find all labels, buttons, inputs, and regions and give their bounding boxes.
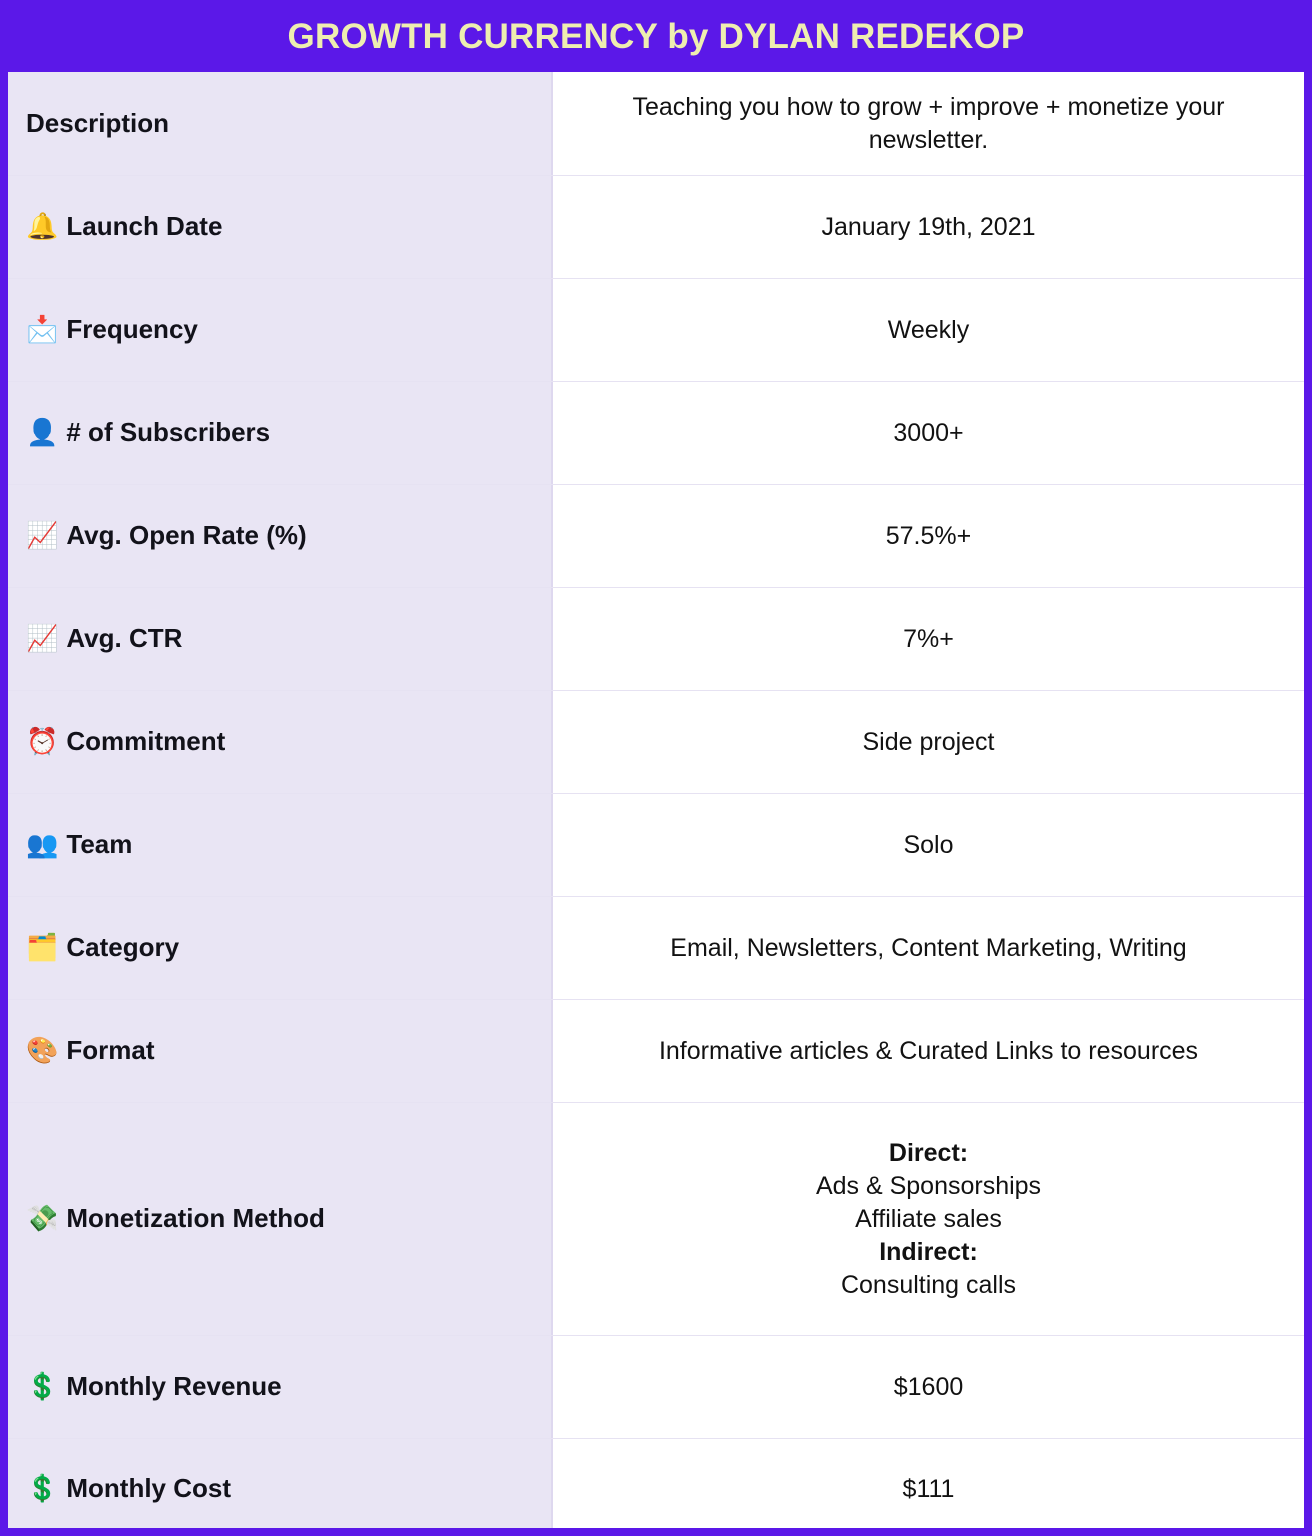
bust-in-silhouette-icon: 👤: [26, 418, 59, 448]
heavy-dollar-sign-icon: 💲: [26, 1372, 59, 1402]
table-row-value-cell: [553, 1336, 1304, 1438]
table-row-value-cell: [553, 1103, 1304, 1335]
chart-increasing-icon: 📈: [26, 521, 59, 551]
table-row-value-cell: [553, 1439, 1304, 1536]
table-row-label-cell: [8, 1336, 553, 1438]
table-row: [8, 588, 1304, 691]
table-row-label-cell: [8, 485, 553, 587]
table-row-value-line: Solo: [903, 830, 954, 859]
page-title: GROWTH CURRENCY by DYLAN REDEKOP: [287, 16, 1025, 56]
card-index-dividers-icon: 🗂️: [26, 933, 59, 963]
table-row-value-cell: [553, 176, 1304, 278]
table-row-value-line: Email, Newsletters, Content Marketing, Writing: [670, 933, 1187, 962]
table-row-value-line: Indirect:: [879, 1237, 978, 1266]
table-row: [8, 1000, 1304, 1103]
busts-in-silhouette-icon: 👥: [26, 830, 59, 860]
table-row-label-cell: [8, 382, 553, 484]
table-row-label: Frequency: [66, 314, 198, 345]
table-row-value-line: $1600: [893, 1372, 964, 1401]
table-row-value-cell: [553, 279, 1304, 381]
table-row-label-cell: [8, 279, 553, 381]
table-row: [8, 897, 1304, 1000]
table-row-value-cell: [553, 691, 1304, 793]
table-row-label-cell: [8, 72, 553, 175]
table-row: [8, 485, 1304, 588]
details-table: [8, 72, 1304, 1536]
table-row-label-cell: [8, 176, 553, 278]
table-row-value-line: 7%+: [903, 624, 954, 653]
table-row-value-line: Affiliate sales: [855, 1204, 1002, 1233]
table-row-value-line: Direct:: [888, 1138, 969, 1167]
table-row-value-line: Consulting calls: [840, 1270, 1017, 1299]
table-row-value-cell: [553, 1000, 1304, 1102]
table-row-value-cell: [553, 588, 1304, 690]
table-row: [8, 382, 1304, 485]
card-header: [0, 0, 1312, 72]
table-row: [8, 1103, 1304, 1336]
table-row-label: Monthly Revenue: [66, 1371, 282, 1402]
table-row: [8, 1439, 1304, 1536]
table-row-value-cell: [553, 72, 1304, 175]
table-row-value-line: January 19th, 2021: [821, 212, 1036, 241]
table-row-value-cell: [553, 897, 1304, 999]
artist-palette-icon: 🎨: [26, 1036, 59, 1066]
table-row-label: Commitment: [66, 726, 226, 757]
table-row-value-line: 3000+: [893, 418, 964, 447]
table-row-label: Launch Date: [66, 211, 223, 242]
table-row-value-cell: [553, 382, 1304, 484]
table-row-label: Category: [66, 932, 180, 963]
table-row-value-line: Teaching you how to grow + improve + monetize your newsletter.: [632, 92, 1225, 154]
table-row-label-cell: [8, 1103, 553, 1335]
table-row: [8, 176, 1304, 279]
table-row-value-line: Ads & Sponsorships: [815, 1171, 1042, 1200]
table-row-label-cell: [8, 794, 553, 896]
table-row-label: Description: [26, 107, 170, 138]
table-row-value-line: 57.5%+: [885, 521, 972, 550]
table-row-label: Monthly Cost: [66, 1473, 232, 1504]
table-row-label: Avg. Open Rate (%): [66, 520, 307, 551]
table-row-value-line: Weekly: [887, 315, 970, 344]
table-row-label-cell: [8, 897, 553, 999]
money-with-wings-icon: 💸: [26, 1204, 59, 1234]
table-row-value-line: Side project: [862, 727, 995, 756]
heavy-dollar-sign-icon: 💲: [26, 1474, 59, 1504]
table-row-label: Avg. CTR: [66, 623, 183, 654]
chart-increasing-icon: 📈: [26, 624, 59, 654]
table-row-value-line: $111: [902, 1474, 955, 1503]
table-row: [8, 691, 1304, 794]
table-row-label-cell: [8, 1000, 553, 1102]
table-row-label-cell: [8, 588, 553, 690]
table-row: [8, 72, 1304, 176]
table-row: [8, 794, 1304, 897]
bell-icon: 🔔: [26, 212, 59, 242]
table-row-label: Monetization Method: [66, 1203, 325, 1234]
table-row-value-line: Informative articles & Curated Links to resources: [658, 1036, 1199, 1065]
table-row-value-cell: [553, 485, 1304, 587]
table-row-value-cell: [553, 794, 1304, 896]
table-row-label: Team: [66, 829, 133, 860]
table-row-label: # of Subscribers: [66, 417, 271, 448]
table-row-label-cell: [8, 691, 553, 793]
table-row-label-cell: [8, 1439, 553, 1536]
alarm-clock-icon: ⏰: [26, 727, 59, 757]
table-row: [8, 279, 1304, 382]
envelope-with-arrow-icon: 📩: [26, 315, 59, 345]
table-row-label: Format: [66, 1035, 155, 1066]
table-row: [8, 1336, 1304, 1439]
